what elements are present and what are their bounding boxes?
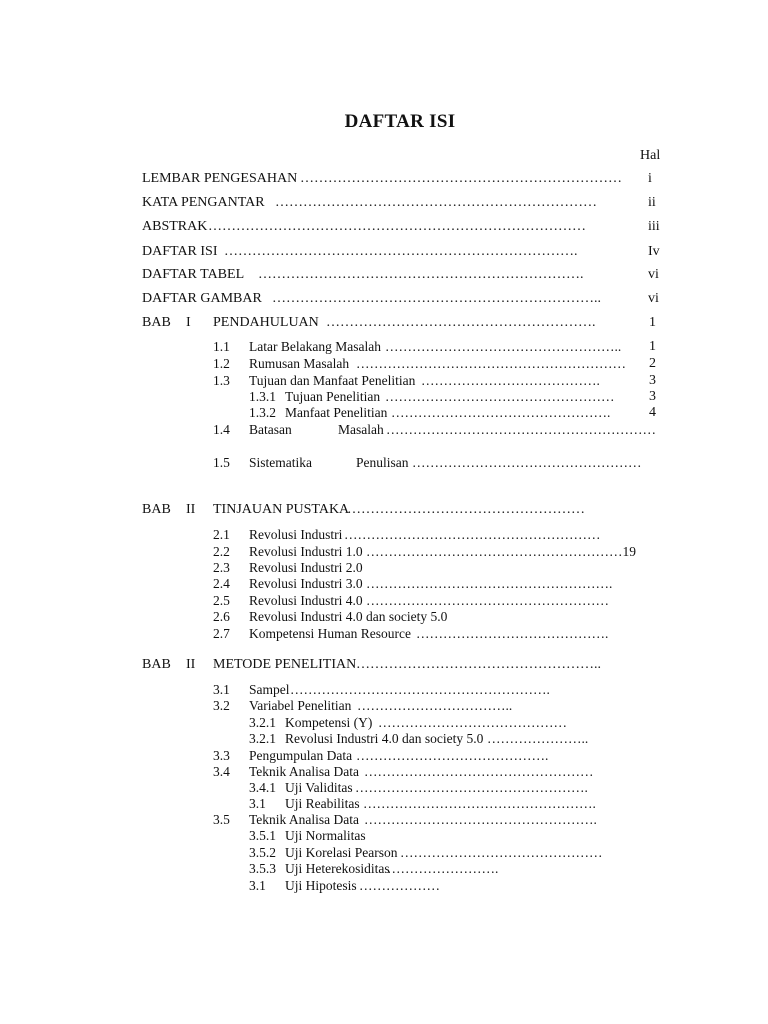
subsection-label: Revolusi Industri 4.0 dan society 5.0 xyxy=(285,731,484,746)
section-number: 3.5 xyxy=(213,812,230,827)
section-number: 2.3 xyxy=(213,560,230,575)
section-number: 2.4 xyxy=(213,576,230,591)
section-label: Latar Belakang Masalah xyxy=(249,339,381,354)
toc-entry-leader: ……………………………………………. xyxy=(355,780,588,795)
chapter-number: II xyxy=(186,502,196,517)
section-number: 2.6 xyxy=(213,609,230,624)
toc-entry-page: vi xyxy=(648,291,659,306)
section-number: 2.2 xyxy=(213,544,230,559)
subsection-label: Kompetensi (Y) xyxy=(285,715,373,730)
toc-entry-leader: …………………………………………………. xyxy=(290,682,550,697)
section-label: Teknik Analisa Data xyxy=(249,812,360,827)
page-title: DAFTAR ISI xyxy=(344,111,456,132)
section-label: Revolusi Industri 4.0 dan society 5.0 xyxy=(249,609,448,624)
subsection-number: 3.5.2 xyxy=(249,845,276,860)
toc-entry-leader: ……………………………………. xyxy=(416,626,609,641)
toc-entry-leader: ……………………………………………. xyxy=(364,812,597,827)
toc-entry-leader: ……………………………………………… xyxy=(366,593,609,608)
subsection-label: Manfaat Penelitian xyxy=(285,405,388,420)
section-label: Rumusan Masalah xyxy=(249,356,350,371)
section-label: Revolusi Industri 1.0 xyxy=(249,544,363,559)
toc-entry-leader: ……………………………………… xyxy=(400,845,603,860)
toc-entry-leader: …………………………………………………………….. xyxy=(272,291,601,306)
toc-entry-page: ii xyxy=(648,195,656,210)
chapter-label: BAB xyxy=(142,502,171,517)
subsection-number: 3.2.1 xyxy=(249,715,276,730)
chapter-number: II xyxy=(186,657,196,672)
toc-entry-page: 4 xyxy=(649,405,656,420)
toc-entry-leader: …………………………………………… xyxy=(364,764,594,779)
toc-entry-leader: ………………………………………………. xyxy=(366,576,613,591)
toc-entry-leader: ……………………………………. xyxy=(356,748,549,763)
section-number: 1.3 xyxy=(213,373,230,388)
chapter-title: METODE PENELITIAN xyxy=(213,657,357,672)
toc-entry-page: 3 xyxy=(649,389,656,404)
toc-entry-label: LEMBAR PENGESAHAN xyxy=(142,171,298,186)
toc-entry-leader: …………………………………………………… xyxy=(386,422,656,437)
toc-entry-label: ABSTRAK xyxy=(142,219,208,234)
toc-entry-leader: ……………………………………………………………. xyxy=(258,267,584,282)
toc-entry-label: DAFTAR TABEL xyxy=(142,267,245,282)
toc-entry-label: KATA PENGANTAR xyxy=(142,195,265,210)
section-number: 2.7 xyxy=(213,626,230,641)
subsection-label: Uji Reabilitas xyxy=(285,796,360,811)
subsection-label: Uji Validitas xyxy=(285,780,353,795)
toc-entry-page: Iv xyxy=(648,244,660,259)
chapter-title: PENDAHULUAN xyxy=(213,315,319,330)
section-label: Revolusi Industri xyxy=(249,527,343,542)
subsection-number: 3.1 xyxy=(249,878,266,893)
toc-entry-leader: ………………….. xyxy=(487,731,589,746)
toc-entry-page: 3 xyxy=(649,373,656,388)
toc-entry-leader: …………………………………………….. xyxy=(385,339,622,354)
section-number: 2.5 xyxy=(213,593,230,608)
toc-entry-page: i xyxy=(648,171,652,186)
chapter-number: I xyxy=(186,315,191,330)
section-label: Revolusi Industri 2.0 xyxy=(249,560,363,575)
toc-entry-leader: …………………………………………… xyxy=(385,389,615,404)
page-column-header: Hal xyxy=(640,148,661,163)
section-number: 1.4 xyxy=(213,422,230,437)
subsection-label: Uji Korelasi Pearson xyxy=(285,845,398,860)
subsection-label: Uji Hipotesis xyxy=(285,878,357,893)
subsection-label: Uji Heterekosiditas xyxy=(285,861,390,876)
toc-entry-leader: …………………………………………………… xyxy=(356,356,626,371)
toc-entry-leader: ……………… xyxy=(359,878,440,893)
toc-entry-page: 1 xyxy=(649,315,656,330)
toc-entry-leader: ……………………………………………………………………… xyxy=(208,219,586,234)
section-label: Sistematika xyxy=(249,455,312,470)
toc-entry-leader: ……………………. xyxy=(387,861,499,876)
toc-entry-leader: …………………………………… xyxy=(378,715,567,730)
toc-entry-page: 2 xyxy=(649,356,656,371)
subsection-number: 3.1 xyxy=(249,796,266,811)
subsection-number: 3.4.1 xyxy=(249,780,276,795)
subsection-number: 3.5.3 xyxy=(249,861,276,876)
toc-entry-leader: …………………………………………. xyxy=(391,405,611,420)
toc-entry-leader: …………………………………………………………… xyxy=(300,171,622,186)
section-label: Revolusi Industri 4.0 xyxy=(249,593,363,608)
toc-entry-page: 1 xyxy=(649,339,656,354)
toc-entry-leader: …………………………………………………. xyxy=(326,315,596,330)
toc-entry-leader: …………………………………………… xyxy=(412,455,642,470)
chapter-title: TINJAUAN PUSTAKA xyxy=(213,502,350,517)
section-label: Pengumpulan Data xyxy=(249,748,353,763)
toc-entry-page: iii xyxy=(648,219,660,234)
toc-entry-page: vi xyxy=(648,267,659,282)
section-number: 2.1 xyxy=(213,527,230,542)
section-number: 1.2 xyxy=(213,356,230,371)
toc-entry-leader: …………………………………………………………… xyxy=(275,195,597,210)
section-number: 3.3 xyxy=(213,748,230,763)
section-label: Penulisan xyxy=(356,455,409,470)
section-number: 3.1 xyxy=(213,682,230,697)
subsection-label: Uji Normalitas xyxy=(285,828,366,843)
section-number: 3.2 xyxy=(213,698,230,713)
toc-entry-leader: …………………………………………………………………. xyxy=(224,244,578,259)
toc-entry-label: DAFTAR GAMBAR xyxy=(142,291,262,306)
chapter-label: BAB xyxy=(142,315,171,330)
toc-entry-leader: ……………………………………………. xyxy=(363,796,596,811)
section-label: Sampel xyxy=(249,682,290,697)
section-label: Tujuan dan Manfaat Penelitian xyxy=(249,373,416,388)
toc-entry-leader: …………………………………………….. xyxy=(356,657,601,672)
subsection-number: 1.3.2 xyxy=(249,405,276,420)
subsection-number: 3.2.1 xyxy=(249,731,276,746)
subsection-label: Tujuan Penelitian xyxy=(285,389,381,404)
section-number: 1.5 xyxy=(213,455,230,470)
section-label: Revolusi Industri 3.0 xyxy=(249,576,363,591)
toc-entry-leader: …………………………….. xyxy=(357,698,513,713)
section-number: 3.4 xyxy=(213,764,230,779)
subsection-number: 1.3.1 xyxy=(249,389,276,404)
toc-entry-leader: ………………………………………………… xyxy=(344,527,601,542)
toc-entry-label: DAFTAR ISI xyxy=(142,244,218,259)
toc-entry-leader: …………………………………………… xyxy=(347,502,585,517)
section-label: Masalah xyxy=(338,422,384,437)
section-label: Teknik Analisa Data xyxy=(249,764,360,779)
chapter-label: BAB xyxy=(142,657,171,672)
subsection-number: 3.5.1 xyxy=(249,828,276,843)
toc-entry-leader: …………………………………………………19 xyxy=(366,544,636,559)
section-label: Kompetensi Human Resource xyxy=(249,626,411,641)
section-label: Batasan xyxy=(249,422,292,437)
section-number: 1.1 xyxy=(213,339,230,354)
section-label: Variabel Penelitian xyxy=(249,698,352,713)
toc-entry-leader: …………………………………. xyxy=(421,373,600,388)
